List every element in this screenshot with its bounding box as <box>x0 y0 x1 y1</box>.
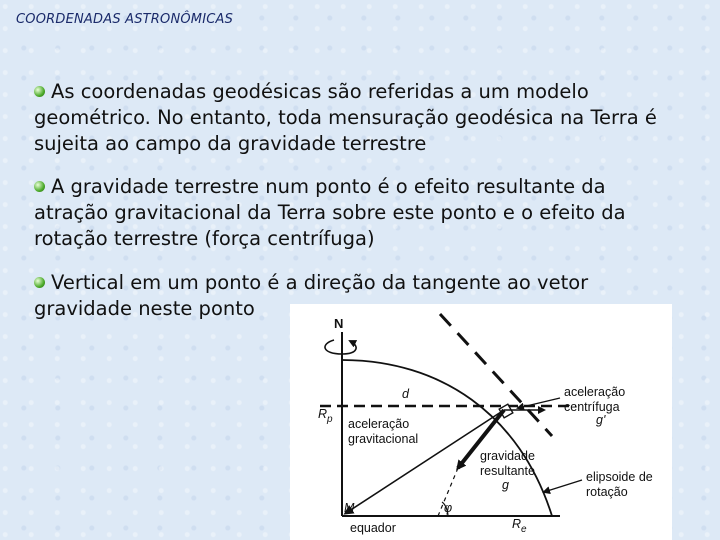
slide-title: COORDENADAS ASTRONÔMICAS <box>16 12 234 27</box>
center-label: M <box>344 501 355 515</box>
ellipsoid-label-2: rotação <box>586 485 628 499</box>
paragraph-text: A gravidade terrestre num ponto é o efeito resultante da atração gravitacional da Terra sobre este ponto e o efeito da rotação terrestre (força centrífuga) <box>34 175 626 250</box>
centrifugal-label-1: aceleração <box>564 385 626 399</box>
bullet-icon <box>34 181 45 192</box>
distance-label: d <box>402 387 409 401</box>
paragraph-gravity-definition <box>34 174 674 252</box>
polar-radius-label: $R_p$ <box>318 407 333 425</box>
centrifugal-pointer <box>518 398 560 408</box>
resultant-label-2: resultante <box>480 464 535 478</box>
paragraph-text: Vertical em um ponto é a direção da tangente ao vetor gravidade neste ponto <box>34 271 589 320</box>
north-label: N <box>334 316 344 331</box>
rotation-arrow-icon <box>325 340 356 354</box>
gravity-diagram <box>290 304 672 540</box>
phi-label: φ <box>444 501 453 515</box>
gravitational-accel-label-2: gravitacional <box>348 432 419 446</box>
resultant-label-1: gravidade <box>480 449 535 463</box>
paragraph-text: As coordenadas geodésicas são referidas a um modelo geométrico. No entanto, toda mensuração geodésica na Terra é sujeita ao campo da gravidade terrestre <box>34 80 657 155</box>
bullet-icon <box>34 86 45 97</box>
ellipsoid-pointer <box>544 480 582 492</box>
centrifugal-symbol: g' <box>596 413 606 427</box>
gravitational-accel-label-1: aceleração <box>348 417 410 431</box>
ellipsoid-label-1: elipsoide de <box>586 470 653 484</box>
centrifugal-label-2: centrífuga <box>564 400 620 414</box>
equator-label: equador <box>350 521 396 535</box>
paragraph-geodetic-coordinates <box>34 79 674 157</box>
equatorial-radius-label: $R_e$ <box>512 517 527 535</box>
bullet-icon <box>34 277 45 288</box>
resultant-symbol: g <box>502 478 509 492</box>
